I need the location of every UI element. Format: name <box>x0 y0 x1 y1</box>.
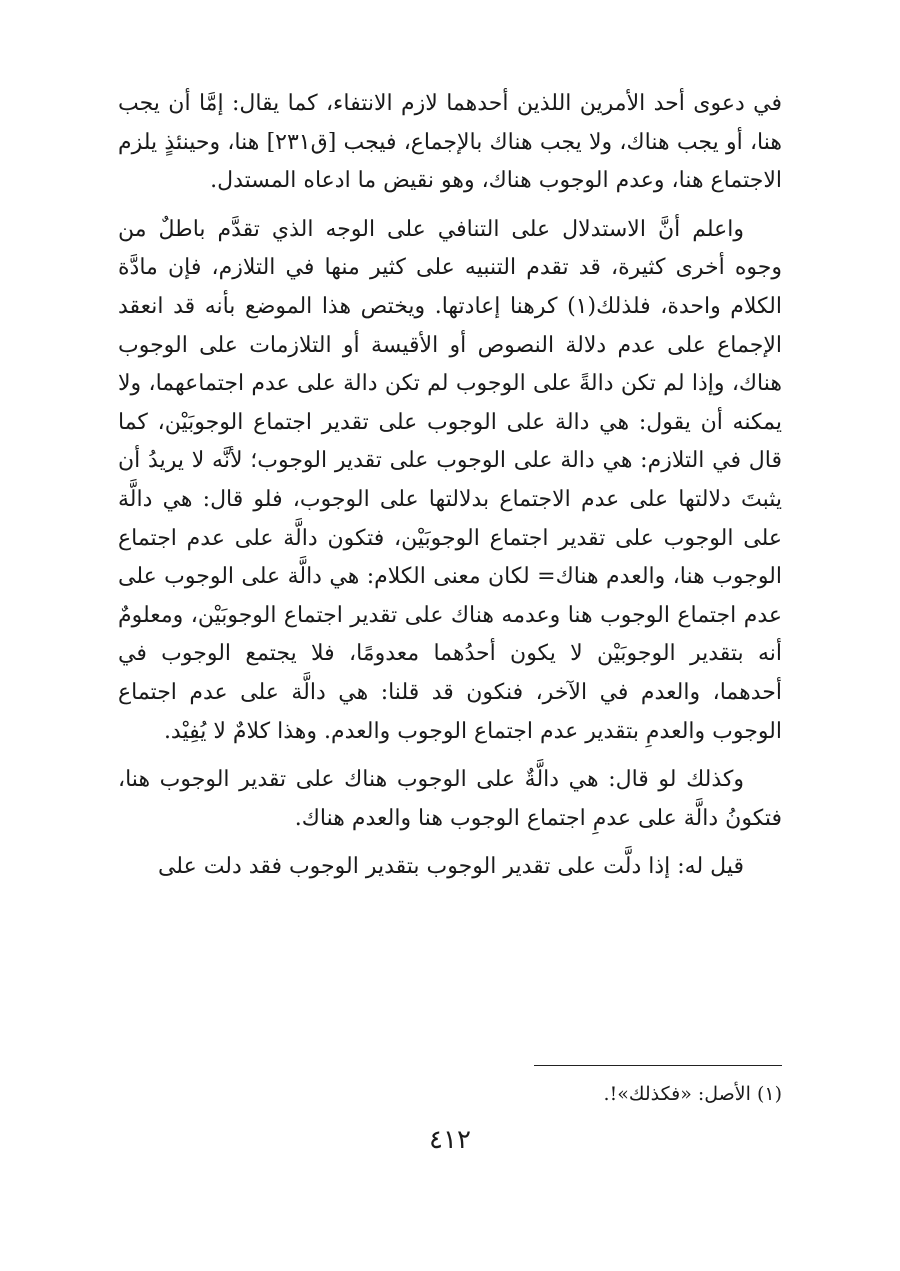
footnote-divider <box>534 1065 782 1066</box>
footnote: (١) الأصل: «فكذلك»!. <box>603 1083 782 1105</box>
main-text <box>118 85 782 897</box>
paragraph-4: قيل له: إذا دلَّت على تقدير الوجوب بتقدير الوجوب فقد دلت على <box>157 854 744 880</box>
paragraph-1: في دعوى أحد الأمرين اللذين أحدهما لازم الانتفاء، كما يقال: إمَّا أن يجب هنا، أو يجب هناك، ولا يجب هناك بالإجماع، فيجب [ق٢٣١] هنا، وحينئذٍ يلزم الاجتماع هنا، وعدم الوجوب هناك، وهو نقيض ما ادعاه المستدل. <box>118 91 782 194</box>
page-number: ٤١٢ <box>429 1125 471 1155</box>
paragraph-3: وكذلك لو قال: هي دالَّةٌ على الوجوب هناك على تقدير الوجوب هنا، فتكونُ دالَّة على عدمِ اجتماع الوجوب هنا والعدم هناك. <box>118 767 782 831</box>
paragraph-2: واعلم أنَّ الاستدلال على التنافي على الوجه الذي تقدَّم باطلٌ من وجوه أخرى كثيرة، قد تقدم التنبيه على كثير منها في التلازم، فإن مادَّة الكلام واحدة، فلذلك(١) كرهنا إعادتها. ويختص هذا الموضع بأنه قد انعقد الإجماع على عدم دلالة النصوص أو الأقيسة أو التلازمات على الوجوب هناك، وإذا لم تكن دالةً على الوجوب لم تكن دالة على عدم اجتماعهما، ولا يمكنه أن يقول: هي دالة على الوجوب على تقدير اجتماع الوجوبَيْن، كما قال في التلازم: هي دالة على الوجوب على تقدير الوجوب؛ لأنَّه لا يريدُ أن يثبتَ دلالتها على عدم الاجتماع بدلالتها على الوجوب، فلو قال: هي دالَّة على الوجوب على تقدير اجتماع الوجوبَيْن، فتكون دالَّة على عدم اجتماع الوجوب هنا، والعدم هناك= لكان معنى الكلام: هي دالَّة على الوجوب على عدم اجتماع الوجوب هنا وعدمه هناك على تقدير اجتماع الوجوبَيْن، ومعلومٌ أنه بتقدير الوجوبَيْن لا يكون أحدُهما معدومًا، فلا يجتمع الوجوب في أحدهما، والعدم في الآخر، فنكون قد قلنا: هي دالَّة على عدم اجتماع الوجوب والعدمِ بتقدير عدم اجتماع الوجوب والعدم. وهذا كلامٌ لا يُفِيْد. <box>118 216 782 744</box>
